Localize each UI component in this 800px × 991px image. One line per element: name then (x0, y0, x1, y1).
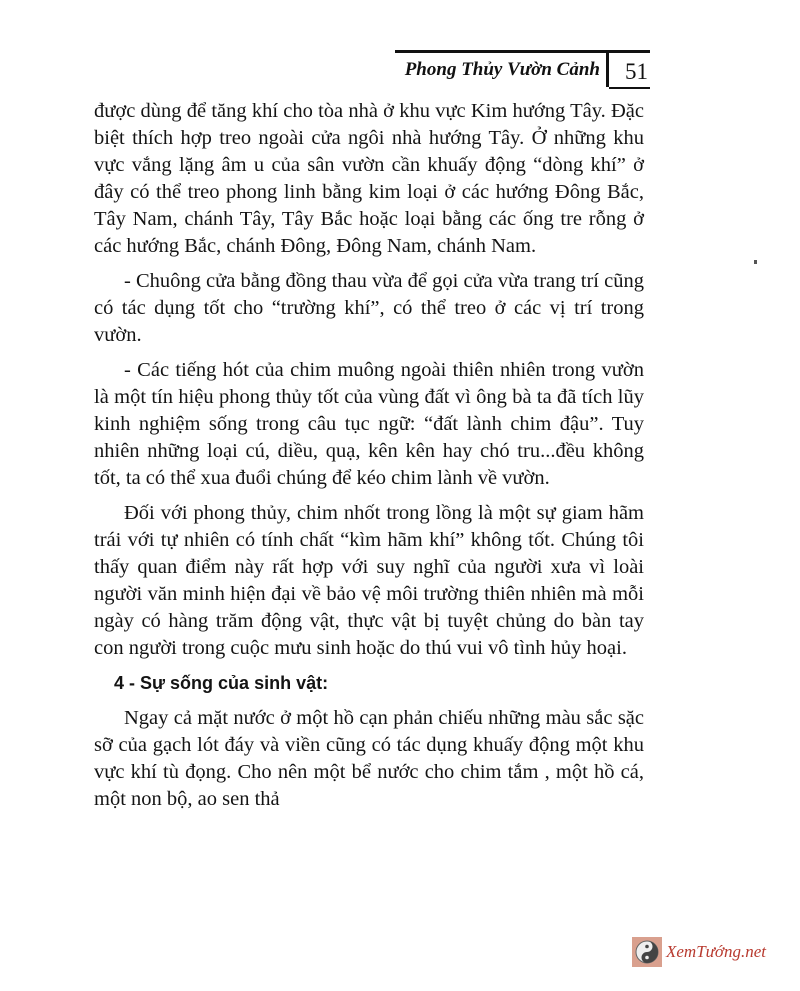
watermark-logo (632, 937, 766, 967)
running-title-box (395, 53, 609, 87)
paragraph: được dùng để tăng khí cho tòa nhà ở khu vực Kim hướng Tây. Đặc biệt thích hợp treo ngoài cửa ngôi nhà hướng Tây. Ở những khu vực vắng lặng âm u của sân vườn cần khuấy động “dòng khí” ở đây có thể treo phong linh bằng kim loại ở các hướng Đông Bắc, Tây Nam, chánh Tây, Tây Bắc hoặc loại bằng các ống tre rỗng ở các hướng Bắc, chánh Đông, Đông Nam, chánh Nam. (94, 100, 644, 257)
paragraph: Ngay cả mặt nước ở một hồ cạn phản chiếu những màu sắc sặc sỡ của gạch lót đáy và viền cũng có tác dụng khuấy động một khu vực khí tù đọng. Cho nên một bể nước cho chim tắm , một hồ cá, một non bộ, ao sen thả (94, 707, 644, 810)
page-number: 51 (625, 59, 648, 84)
paragraph: Đối với phong thủy, chim nhốt trong lồng là một sự giam hãm trái với tự nhiên có tính chất “kìm hãm khí” không tốt. Chúng tôi thấy quan điểm này rất hợp với suy nghĩ của người xưa vì loài người văn minh hiện đại về bảo vệ môi trường thiên nhiên mà mỗi ngày có hàng trăm động vật, thực vật bị tuyệt chủng do bàn tay con người trong cuộc mưu sinh hoặc do thú vui vô tình hủy hoại. (94, 502, 644, 659)
paragraph: - Chuông cửa bằng đồng thau vừa để gọi cửa vừa trang trí cũng có tác dụng tốt cho “trường khí”, có thể treo ở các vị trí trong vườn. (94, 270, 644, 346)
paragraph: - Các tiếng hót của chim muông ngoài thiên nhiên trong vườn là một tín hiệu phong thủy tốt của vùng đất vì ông bà ta đã tích lũy kinh nghiệm sống trong câu tục ngữ: “đất lành chim đậu”. Tuy nhiên những loại cú, diều, quạ, kên kên hay chó tru...đều không tốt, ta có thể xua đuổi chúng để kéo chim lành về vườn. (94, 359, 644, 489)
page-number-box (609, 57, 650, 89)
yin-yang-icon (632, 937, 662, 967)
body-text (94, 98, 644, 821)
watermark-text: XemTướng.net (666, 942, 767, 961)
running-title: Phong Thủy Vườn Cảnh (404, 59, 600, 80)
scan-speck (754, 260, 757, 264)
section-heading: 4 - Sự sống của sinh vật: (114, 673, 329, 693)
page-header (395, 50, 650, 87)
